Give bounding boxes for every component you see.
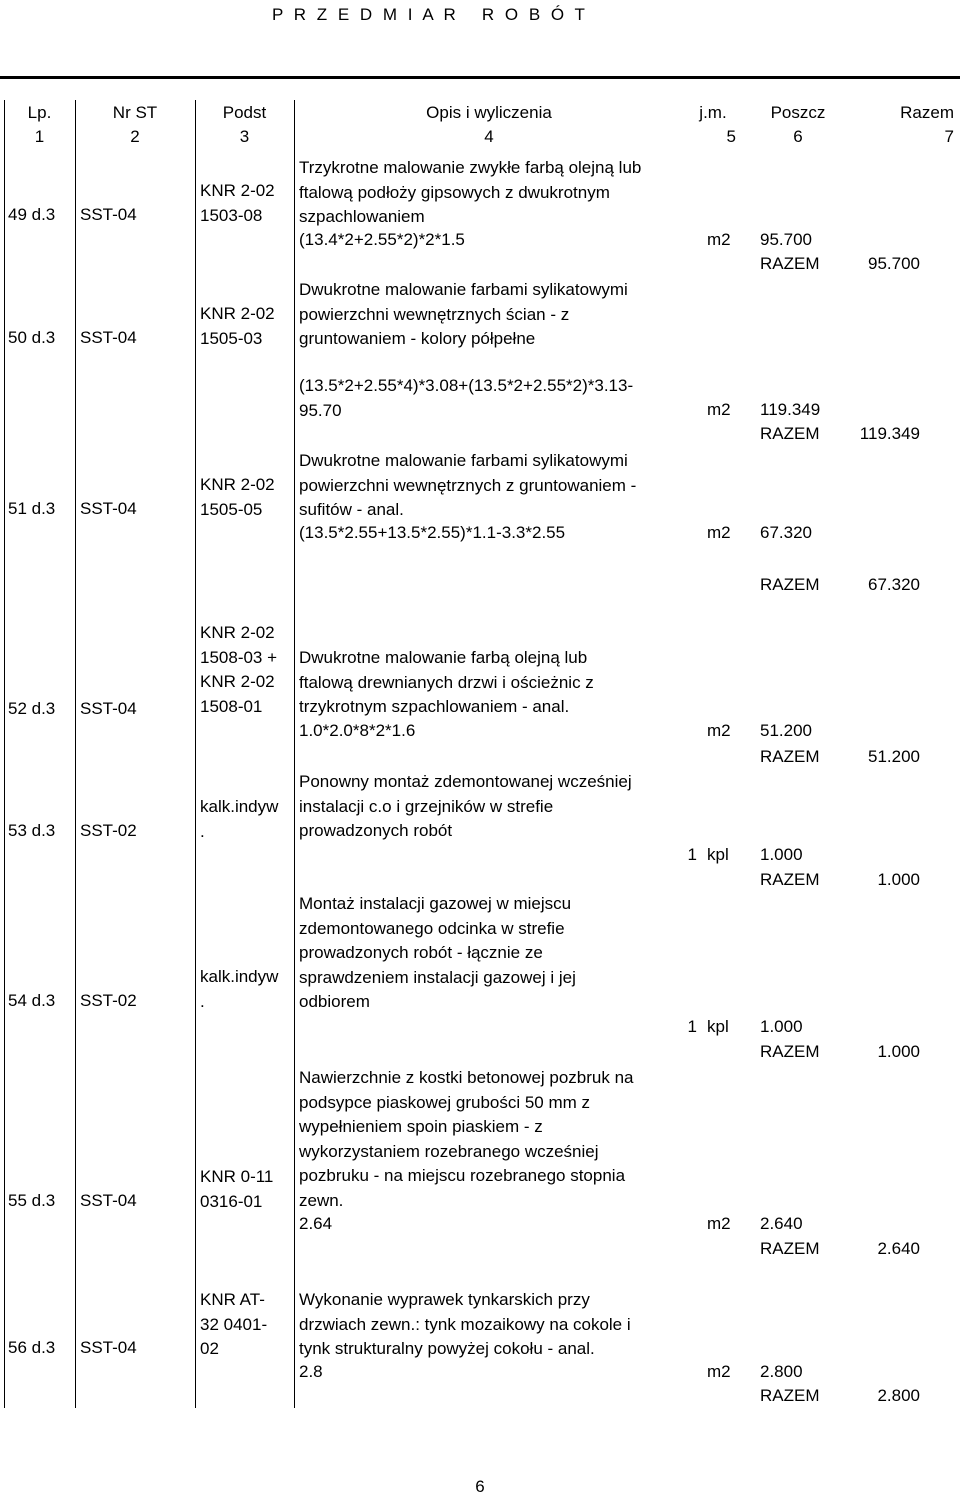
- item-description-line: instalacji c.o i grzejników w strefie: [299, 796, 554, 816]
- item-number: 56 d.3: [8, 1338, 56, 1357]
- razem-label: RAZEM: [760, 575, 820, 594]
- razem-value: 95.700: [868, 254, 920, 273]
- razem-value: 2.640: [877, 1239, 920, 1258]
- item-spec: SST-04: [80, 205, 137, 224]
- item-value: 2.640: [760, 1214, 803, 1233]
- razem-label: RAZEM: [760, 424, 820, 443]
- item-description-line: wykorzystaniem rozebranego wcześniej: [299, 1141, 599, 1161]
- table-grid-line: [4, 100, 5, 1408]
- item-unit: m2: [707, 230, 731, 249]
- item-number: 53 d.3: [8, 821, 56, 840]
- column-number: 7: [944, 127, 954, 146]
- razem-value: 67.320: [868, 575, 920, 594]
- table-grid-line: [195, 100, 196, 1408]
- item-calculation: 95.70: [299, 400, 342, 420]
- razem-label: RAZEM: [760, 1042, 820, 1061]
- item-description-line: odbiorem: [299, 992, 370, 1011]
- item-description-line: powierzchni wewnętrznych z gruntowaniem -: [299, 475, 637, 495]
- item-spec: SST-04: [80, 1191, 137, 1210]
- column-number: 4: [484, 127, 494, 146]
- item-description-line: wypełnieniem spoin piaskiem - z: [299, 1117, 543, 1136]
- column-header: j.m.: [699, 103, 727, 122]
- item-value: 1.000: [760, 1017, 803, 1036]
- item-number: 50 d.3: [8, 328, 56, 347]
- item-description-line: powierzchni wewnętrznych ścian - z: [299, 304, 570, 324]
- table-grid-line: [294, 100, 295, 1408]
- item-calculation: (13.5*2.55+13.5*2.55)*1.1-3.3*2.55: [299, 523, 566, 542]
- item-basis: KNR 2-02: [200, 181, 275, 200]
- header-rule: [0, 76, 960, 79]
- column-number: 5: [726, 127, 736, 146]
- item-number: 52 d.3: [8, 699, 56, 718]
- column-header: Razem: [900, 103, 954, 122]
- item-description-line: gruntowaniem - kolory półpełne: [299, 329, 536, 348]
- item-description-line: zdemontowanego odcinka w strefie: [299, 918, 565, 938]
- item-description-line: ftalową podłoży gipsowych z dwukrotnym: [299, 182, 610, 202]
- item-description-line: sprawdzeniem instalacji gazowej i jej: [299, 967, 576, 987]
- item-basis: 1508-03 +: [200, 647, 278, 667]
- column-number: 2: [130, 127, 140, 146]
- razem-label: RAZEM: [760, 870, 820, 889]
- item-basis: KNR 2-02: [200, 623, 275, 642]
- item-description-line: Dwukrotne malowanie farbą olejną lub: [299, 648, 588, 667]
- item-basis: 1505-05: [200, 499, 263, 519]
- item-spec: SST-02: [80, 821, 137, 840]
- item-number: 51 d.3: [8, 499, 56, 518]
- item-quantity: 1: [687, 1017, 697, 1036]
- razem-label: RAZEM: [760, 254, 820, 273]
- item-spec: SST-04: [80, 1338, 137, 1357]
- item-value: 1.000: [760, 845, 803, 864]
- column-header: Nr ST: [112, 103, 158, 122]
- item-description-line: tynk strukturalny powyżej cokołu - anal.: [299, 1339, 595, 1358]
- column-number: 6: [793, 127, 803, 146]
- document-title: P R Z E D M I A R R O B Ó T: [272, 5, 588, 24]
- item-unit: kpl: [707, 845, 729, 864]
- item-description-line: Nawierzchnie z kostki betonowej pozbruk na: [299, 1068, 634, 1087]
- item-spec: SST-02: [80, 991, 137, 1010]
- item-description-line: Dwukrotne malowanie farbami sylikatowymi: [299, 280, 628, 299]
- item-basis: KNR AT-: [200, 1290, 265, 1309]
- item-basis: KNR 0-11: [200, 1167, 274, 1186]
- item-spec: SST-04: [80, 499, 137, 518]
- item-calculation: (13.5*2+2.55*4)*3.08+(13.5*2+2.55*2)*3.13-: [299, 376, 634, 395]
- item-basis: 1503-08: [200, 205, 263, 225]
- item-description-line: trzykrotnym szpachlowaniem - anal.: [299, 697, 570, 716]
- item-basis: 02: [200, 1339, 219, 1358]
- razem-value: 1.000: [877, 1042, 920, 1061]
- item-basis: kalk.indyw: [200, 967, 279, 986]
- item-description-line: Montaż instalacji gazowej w miejscu: [299, 894, 572, 913]
- column-header: Poszcz: [770, 103, 826, 122]
- razem-value: 2.800: [877, 1386, 920, 1405]
- item-description-line: prowadzonych robót - łącznie ze: [299, 943, 543, 962]
- razem-value: 1.000: [877, 870, 920, 889]
- razem-value: 119.349: [859, 424, 920, 443]
- item-description-line: ftalową drewnianych drzwi i ościeżnic z: [299, 672, 594, 692]
- item-description-line: Wykonanie wyprawek tynkarskich przy: [299, 1290, 590, 1309]
- item-basis: .: [200, 821, 205, 841]
- razem-label: RAZEM: [760, 1386, 820, 1405]
- item-description-line: Dwukrotne malowanie farbami sylikatowymi: [299, 451, 628, 470]
- item-spec: SST-04: [80, 699, 137, 718]
- item-value: 95.700: [760, 230, 812, 249]
- razem-label: RAZEM: [760, 747, 820, 766]
- item-basis: 1505-03: [200, 328, 263, 348]
- item-description-line: prowadzonych robót: [299, 821, 453, 840]
- item-value: 51.200: [760, 721, 812, 740]
- page-number: 6: [475, 1477, 485, 1496]
- item-description-line: szpachlowaniem: [299, 207, 425, 226]
- item-description-line: drzwiach zewn.: tynk mozaikowy na cokole i: [299, 1314, 631, 1334]
- item-basis: KNR 2-02: [200, 304, 275, 323]
- item-calculation: 2.8: [299, 1362, 323, 1381]
- item-number: 54 d.3: [8, 991, 56, 1010]
- item-basis: .: [200, 991, 205, 1011]
- column-header: Lp.: [27, 103, 52, 122]
- item-basis: 1508-01: [200, 696, 263, 716]
- item-basis: KNR 2-02: [200, 672, 275, 691]
- item-number: 55 d.3: [8, 1191, 56, 1210]
- item-value: 119.349: [760, 400, 821, 419]
- item-unit: kpl: [707, 1017, 729, 1036]
- item-unit: m2: [707, 721, 731, 740]
- column-header: Opis i wyliczenia: [426, 103, 552, 122]
- item-description-line: Trzykrotne malowanie zwykłe farbą olejną lub: [299, 158, 642, 177]
- item-unit: m2: [707, 1214, 731, 1233]
- item-calculation: (13.4*2+2.55*2)*2*1.5: [299, 230, 465, 249]
- item-spec: SST-04: [80, 328, 137, 347]
- column-header: Podst: [222, 103, 267, 122]
- item-basis: kalk.indyw: [200, 797, 279, 816]
- item-basis: KNR 2-02: [200, 475, 275, 494]
- item-description-line: Ponowny montaż zdemontowanej wcześniej: [299, 772, 632, 791]
- table-grid-line: [75, 100, 76, 1408]
- item-number: 49 d.3: [8, 205, 56, 224]
- column-number: 1: [34, 127, 45, 146]
- item-basis: 0316-01: [200, 1191, 263, 1211]
- item-description-line: sufitów - anal.: [299, 500, 404, 519]
- item-unit: m2: [707, 523, 731, 542]
- item-quantity: 1: [687, 845, 697, 864]
- item-description-line: pozbruku - na miejscu rozebranego stopnia: [299, 1166, 626, 1185]
- item-value: 2.800: [760, 1362, 803, 1381]
- item-unit: m2: [707, 400, 731, 419]
- item-basis: 32 0401-: [200, 1314, 268, 1334]
- item-calculation: 1.0*2.0*8*2*1.6: [299, 721, 416, 740]
- column-number: 3: [239, 127, 250, 146]
- item-description-line: zewn.: [299, 1190, 344, 1210]
- item-value: 67.320: [760, 523, 812, 542]
- item-description-line: podsypce piaskowej grubości 50 mm z: [299, 1092, 591, 1112]
- razem-value: 51.200: [868, 747, 920, 766]
- item-unit: m2: [707, 1362, 731, 1381]
- item-calculation: 2.64: [299, 1214, 333, 1233]
- razem-label: RAZEM: [760, 1239, 820, 1258]
